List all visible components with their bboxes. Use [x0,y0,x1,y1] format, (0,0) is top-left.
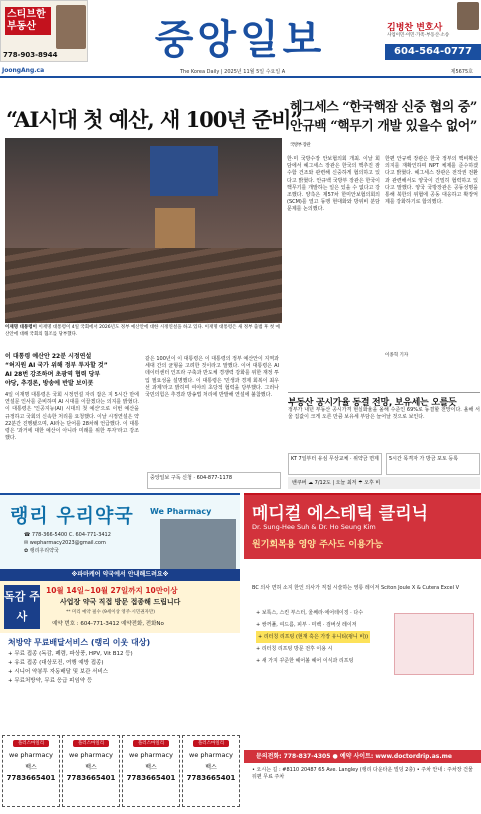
pharmacy-email[interactable]: ✉ wepharmacy2023@gmail.com [24,540,106,546]
edition-info: The Korea Daily | 2025년 11월 5일 수요일 A [180,69,286,75]
pharmacists-photo [160,519,236,569]
rx-delivery-title: 처방약 무료배달서비스 (랭리 이웃 대상) [8,638,151,647]
clinic-photo [394,613,474,675]
rx-item: + 시니어 약봉투 자동배달 및 보관 서비스 [8,669,109,675]
lead-headline[interactable]: “AI시대 첫 예산, 새 100년 준비” [6,107,302,132]
clinic-contact-bar[interactable]: 문의전화: 778-837-4305 ● 예약 사이트: www.doctordrip.as.me [244,750,481,763]
flu-visit: 사업장 약국 직접 방문 접종해 드립니다 [60,598,181,606]
site-url[interactable]: JoongAng.ca [2,67,45,74]
coupon-strip [0,705,240,814]
coupon-head: 플러스마일리 [73,740,109,747]
coupon-head: 플러스마일리 [133,740,169,747]
coupon-phone: 7783665401 [66,774,116,782]
coupon-name: we pharmacy [189,751,233,759]
coupon-name: we pharmacy [9,751,53,759]
coupon[interactable] [182,735,240,807]
right-story-headline[interactable] [290,98,480,157]
coupon-phone: 7783665401 [126,774,176,782]
clinic-item: + 새 가지 꾸준한 헤어볼 헤어 이식과 리프팅 [256,658,354,664]
coupon-sub: 백스 [205,764,217,771]
flu-label: 독감 주사 [4,585,40,629]
clinic-item: + 리터칭 리프팅 (현재 혹은 가장 유니티(펑니 비)) [256,631,370,643]
realtor-ad-title: 스티브한 부동산 [5,7,51,35]
clinic-name: 메디컬 에스테틱 클리닉 [252,504,429,524]
coupon-name: we pharmacy [129,751,173,759]
realestate-body: 정부가 내년 부동산 공시가격 현실화율을 올해 수준인 69%로 동결할 전망이다. 올해 서울 집값이 크게 오른 만큼 보유세 부담은 늘어날 것으로 보인다. [288,407,480,421]
lead-body-col-b: 같은 100년이 이 대통령은 이 대통령의 정부 예산안이 지역과 세대 간의 균형을 고려한 것이라고 말했다. 이어 대통령은 AI 데이터센터 인프라 구축과 반도체 경쟁력 강화를 위한 재정 투입 필요성을 설명했다. 이 대통령은 '민생과 경제 회복이 최우선 과제'라고 밝히며 여야의 초당적 협력을 당부했다. 그러나 국민의힘은 추경과 방송법 처리에 반발해 연설에 불참했다. [145,356,279,399]
right-story-badge: 국방부 장관 [290,143,311,148]
issue-number: 제5675호 [450,69,473,75]
coupon-head: 플러스마일리 [193,740,229,747]
clinic-header [244,495,481,559]
pharmacy-header [0,495,240,569]
caption-label: 이재명 대통령이 [5,325,37,330]
witness-notice[interactable]: 5시간 목격자 가 방금 포토 등록 [386,453,480,475]
clinic-ad[interactable] [244,493,481,814]
kt-notice[interactable]: KT 7일부터 유심 무상교체 · 위약금 면제 [288,453,382,475]
pharmacy-contact [24,531,111,555]
newspaper-masthead: 중앙일보 [154,16,326,63]
realtor-phone: 778-903-8944 [3,51,58,59]
rx-item: + 유료 접종 (대상포진, 여행 예방 접종) [8,660,104,666]
flu-booking: 예약 번호 : 604-771-3412 예약전화, 전화No [52,621,164,627]
pharmacy-en-name: We Pharmacy [150,507,212,516]
pharmacy-phone[interactable]: ☎ 778-366-5400 C. 604-771-3412 [24,532,111,538]
clinic-service-list [256,607,370,667]
clinic-notice: BC 의사 면허 소지 한인 의사가 직접 시술하는 영롱 레이저 Sciton Joule X & Cutera Excel V [252,585,459,591]
right-story-col-d: 한편 안규백 장관은 한국 정부의 핵비확산 의지를 재확인하며 NPT 체제를 준수하겠다고 밝혔다. 헤그세스 장관은 전작권 전환과 관련해서도 양국이 긴밀히 협력하고 있다고 말했다. 양국 국방장관은 공동성명을 통해 북한의 위협에 공동 대응하고 확장억제를 강화하기로 합의했다. [385,156,478,206]
flu-note: ** 미리 예약 필수 (9세이상 영주·시민권자만) [66,610,156,615]
realestate-headline[interactable]: 부동산 공시가율 동결 전망, 보유세는 오를듯 [288,392,480,408]
coupon-phone: 7783665401 [6,774,56,782]
clinic-item: + 쌍꺼풀, 여드름, 피부 · 미백 · 검버섯 레이저 [256,622,357,628]
coupon-head: 플러스마일리 [13,740,49,747]
pharmacy-name: 랭리 우리약국 [10,505,134,527]
realtor-ad[interactable] [0,0,88,62]
pharmacy-banner: ※파마케어 약국에서 안내해드려요※ [0,569,240,581]
rx-item: + 무료 접종 (독감, 폐렴, 파상풍, HPV, Vit B12 등) [8,651,133,657]
assembly-seats [5,248,282,323]
masthead-subbar [0,66,481,78]
coupon-name: we pharmacy [69,751,113,759]
lawyer-photo [457,2,479,30]
right-story-byline: 이종혁 기자 [385,353,409,358]
lead-body-col-a: 4일 이재명 대통령은 국회 시정연설 자리 잡은 지 5시간 만에 연설문 인사를 준비하며 AI 시대를 이끌겠다는 의지를 밝혔다. 이 대통령은 '인공지능(AI) 시대의 첫 예산'으로 이번 예산을 규정하고 국회의 신속한 처리를 요청했다. 이날 시정연설은 약 22분간 진행됐으며, AI라는 단어를 28차례 언급했다. 이 대통령은 '과거에 대한 예산이 아니라 미래를 위한 투자'라고 강조했다. [5,392,139,442]
clinic-subtitle: 원기회복용 영양 주사도 이용가능 [252,540,384,550]
clinic-item: + 리터칭 리프팅 방문 전후 이용 시 [256,646,333,652]
coupon[interactable] [2,735,60,807]
rx-service-list [8,650,133,686]
flu-shot-box [0,581,240,633]
clinic-doctors: Dr. Sung-Hee Suh & Dr. Ho Seung Kim [252,523,376,531]
flu-dates: 10월 14일~10월 27일까지 10만이상 [46,586,178,595]
lead-photo[interactable] [5,138,282,323]
lawyer-phone: 604-564-0777 [385,44,481,60]
lawyer-specialty: 사업이민·이민·가족·부동산·소송 [387,33,450,38]
coupon[interactable] [122,735,180,807]
clinic-item: + 보톡스, 스킨 부스터, 울쎄라·에어테이징 · 다수 [256,610,364,616]
assembly-screen [150,146,218,196]
right-story-col-c: 한·미 국방수장 안보협의회 개최. 이날 회담에서 헤그세스 장관은 한국의 핵추진 잠수함 건조와 관련해 신중하게 협의하고 있다고 밝혔다. 안규백 국방부 장관은 한국이 핵무기를 개발하는 일은 있을 수 없다고 강조했다. 양측은 제57차 한미안보협의회의(SCM)를 열고 동맹 현대화와 방위비 분담 문제를 논의했다. [287,156,380,213]
rx-item: + 무료처방약, 무료 응급 피임약 등 [8,678,93,684]
subscription-ad[interactable]: 중앙일보 구독 신청 · 604-877-1178 [147,472,281,489]
lead-subhead: 이 대통령 예산안 22분 시정연설 “허지원 AI 국가 위해 정부 투자할 것” AI 28번 강조하며 초광역 협력 당부 야당, 추경론, 방송에 반발 보이콧 [5,353,108,387]
pharmacy-tagline: ✿ 랭리우리약국 [24,548,59,554]
coupon-phone: 7783665401 [186,774,236,782]
coupon-sub: 백스 [25,764,37,771]
coupon-sub: 백스 [85,764,97,771]
clinic-directions: • 오시는 길 : #8110 20487 65 Ave. Langley (랭리 다운타운 빌딩 2층) • 주차 안내 : 주차장 건물 뒤편 무료 주차 [252,767,473,780]
caption-text: 이재명 대통령이 4일 국회에서 2026년도 정부 예산안에 대한 시정연설을 하고 있다. 이재명 대통령은 새 정부 출범 후 첫 예산안에 대해 국회의 협조를 당부했다. [5,325,280,337]
podium [155,208,195,248]
coupon-sub: 백스 [145,764,157,771]
pharmacy-ad[interactable] [0,493,240,814]
coupon[interactable] [62,735,120,807]
photo-caption [5,325,282,338]
right-story-title: 헤그세스 “한국핵잠 신중 협의 중” 안규백 “핵무기 개발 있을수 없어” [290,100,477,134]
realtor-photo [56,5,86,49]
weather-bar: 밴쿠버 ☁ 7/12도 | 오늘 최저 ☂ 오후 비 [288,477,480,489]
lawyer-ad[interactable] [385,0,481,62]
lawyer-name: 김병찬 변호사 [387,23,443,33]
